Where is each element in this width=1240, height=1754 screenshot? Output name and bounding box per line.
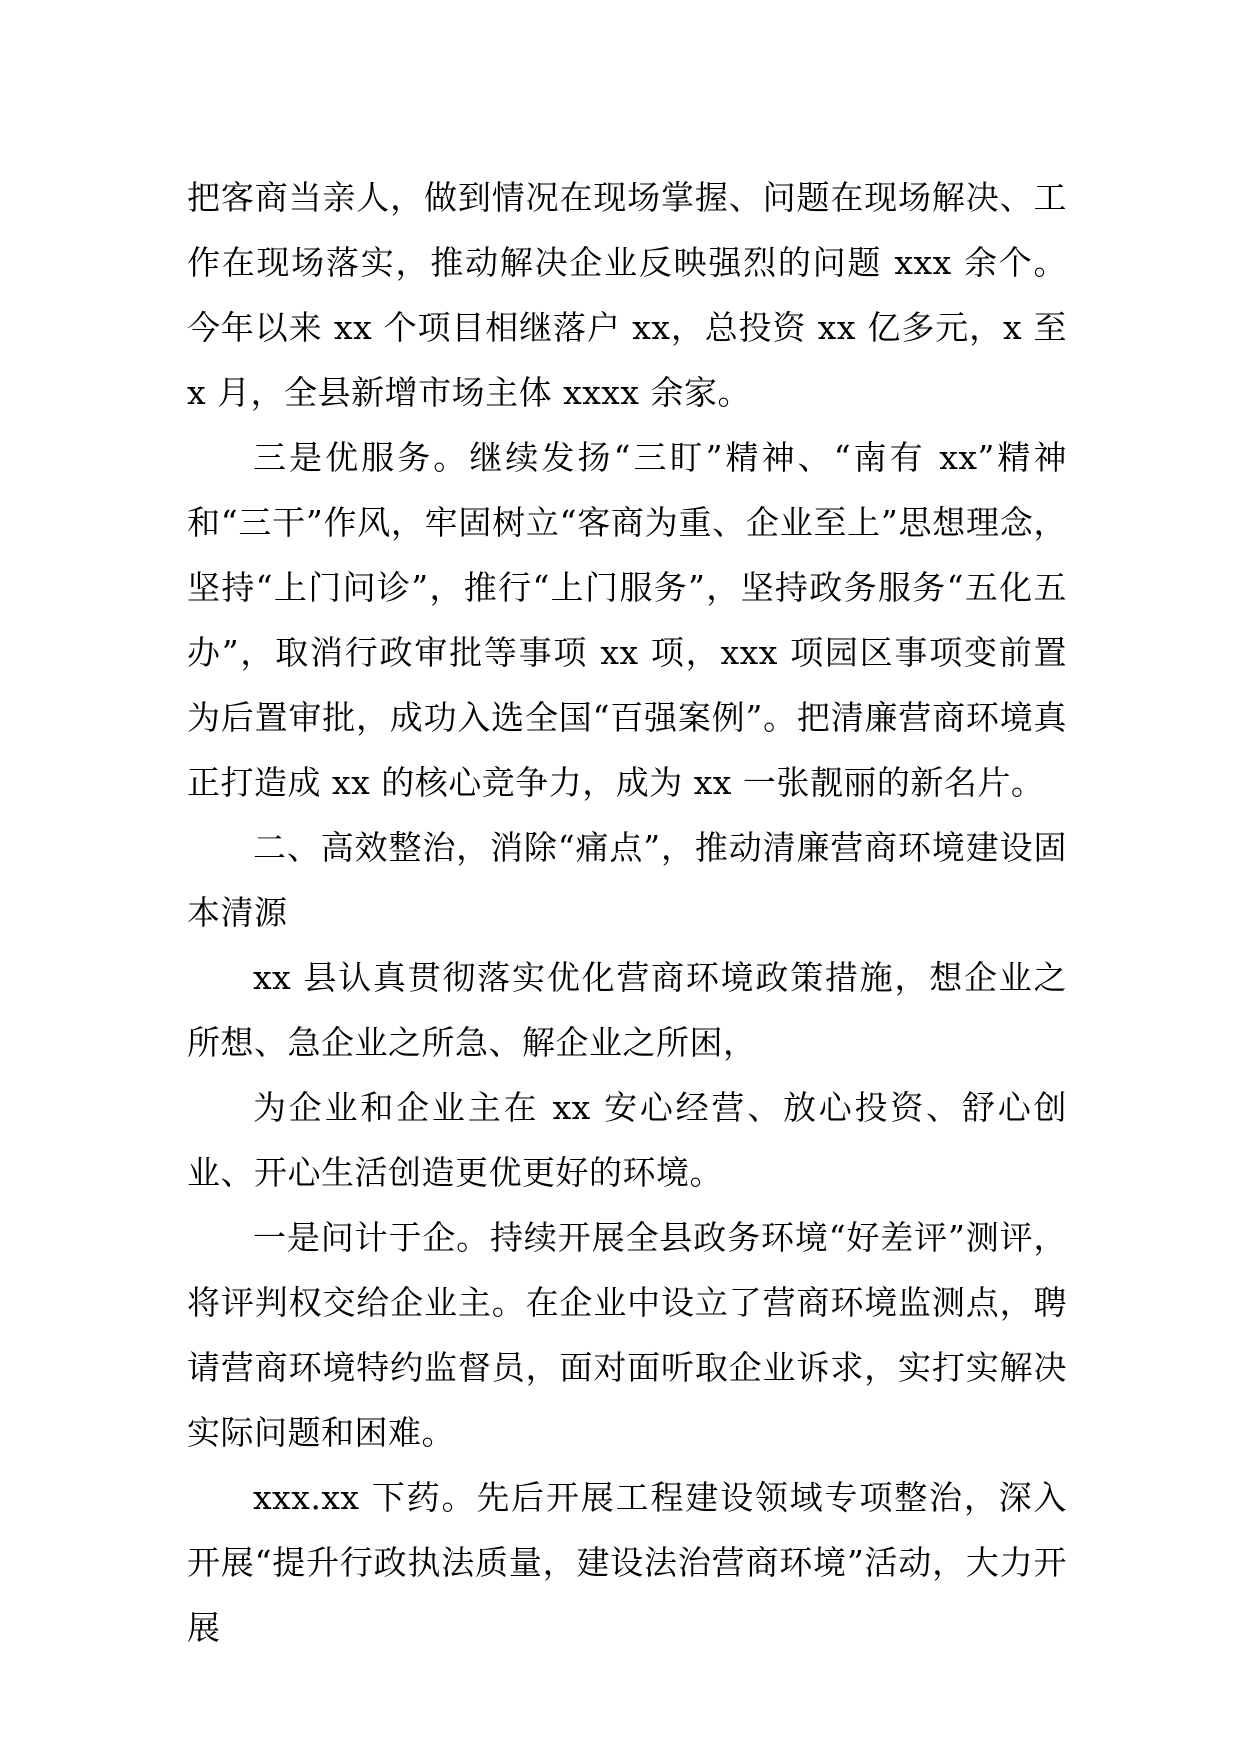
paragraph-4: 为企业和企业主在 xx 安心经营、放心投资、舒心创业、开心生活创造更优更好的环境。: [187, 1088, 1067, 1192]
paragraph-3: xx 县认真贯彻落实优化营商环境政策措施，想企业之所想、急企业之所急、解企业之所困，: [187, 958, 1067, 1062]
paragraph-1: 把客商当亲人，做到情况在现场掌握、问题在现场解决、工作在现场落实，推动解决企业反映强烈的问题 xxx 余个。今年以来 xx 个项目相继落户 xx，总投资 xx 亿多元，x 至 x 月，全县新增市场主体 xxxx 余家。: [187, 178, 1067, 412]
paragraph-5: 一是问计于企。持续开展全县政务环境“好差评”测评，将评判权交给企业主。在企业中设立了营商环境监测点，聘请营商环境特约监督员，面对面听取企业诉求，实打实解决实际问题和困难。: [187, 1218, 1067, 1452]
section-heading: 二、高效整治，消除“痛点”，推动清廉营商环境建设固本清源: [187, 828, 1067, 932]
paragraph-6: xxx.xx 下药。先后开展工程建设领域专项整治，深入开展“提升行政执法质量，建设法治营商环境”活动，大力开展: [187, 1478, 1067, 1647]
document-body: [187, 165, 1067, 1660]
paragraph-2: 三是优服务。继续发扬“三盯”精神、“南有 xx”精神和“三干”作风，牢固树立“客商为重、企业至上”思想理念，坚持“上门问诊”，推行“上门服务”，坚持政务服务“五化五办”，取消行政审批等事项 xx 项，xxx 项园区事项变前置为后置审批，成功入选全国“百强案例”。把清廉营商环境真正打造成 xx 的核心竞争力，成为 xx 一张靓丽的新名片。: [187, 438, 1067, 802]
